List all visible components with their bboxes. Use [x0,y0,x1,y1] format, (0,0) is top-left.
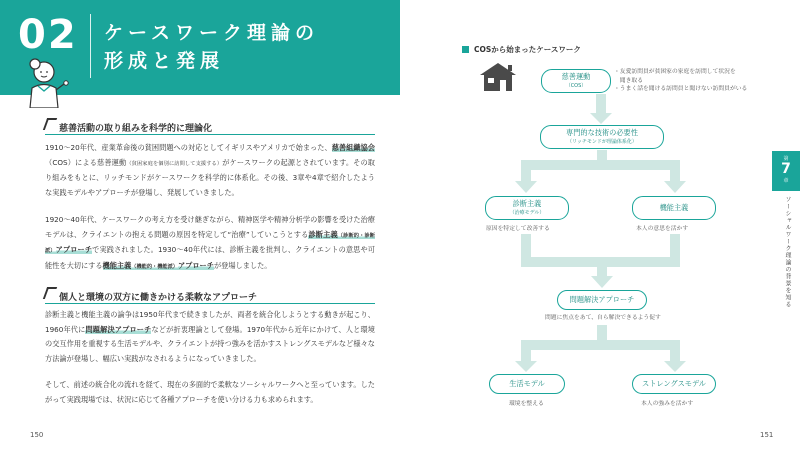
node-mondai-kaiketsu: 問題解決アプローチ [557,290,647,310]
page-number-right: 151 [760,431,774,439]
note-mondai: 問題に焦点をあて、自ら解決できるよう促す [545,315,661,321]
node-senmon-gijutsu: 専門的な技術の必要性 （リッチモンドが理論体系化） [540,125,664,149]
body-paragraph-3: 診断主義と機能主義の論争は1950年代まで続きましたが、両者を統合化しようとする動きが起こり、1960年代に問題解決アプローチなどが折衷理論として登場。1970年代から近年にかけて、人と環境の交互作用を重視する生活モデルや、クライエントが持つ強みを活かすストレングスモデルなど様々な方法論が登場し、幅広い実践がなされるようになっていきました。 [45,310,375,363]
page-title-line-2: 形成と発展 [104,50,225,72]
chapter-running-title: ソーシャルワーク理論の背景を知る [784,196,791,308]
page-title-line-1: ケースワーク理論の [104,22,320,44]
node-strength-model: ストレングスモデル [632,374,716,394]
chapter-tab: 第 7 章 [772,151,800,191]
note-strength: 本人の強みを活かす [641,401,694,407]
note-seikatsu: 環境を整える [509,401,544,407]
keyword-highlight: アプローチ [177,260,214,270]
page-number-left: 150 [30,431,44,439]
keyword-highlight: 機能主義 [102,260,132,270]
chapter-tab-number: 7 [781,161,791,177]
chapter-number: 02 [18,12,78,58]
section-heading-text: 慈善活動の取り組みを科学的に理論化 [59,124,213,134]
note-kino: 本人の意思を活かす [636,226,689,232]
keyword-highlight: 問題解決アプローチ [85,324,152,334]
node-jizen-undo: 慈善運動 （COS） [541,69,611,93]
note-shindan: 原因を特定して改善する [486,226,550,232]
section-heading-text: 個人と環境の双方に働きかける柔軟なアプローチ [59,293,258,303]
keyword-highlight: アプローチ [55,245,93,255]
diagram-title: COSから始まったケースワーク [462,44,581,55]
note-jizen: ・友愛訪問員が貧困家の家庭を訪問して状況を 聞き取る ・うまく話を聞ける訪問員と聞けない訪問員がいる [614,69,748,92]
node-kino-shugi: 機能主義 [632,196,716,220]
body-paragraph-1: 1910～20年代、産業革命後の貧困問題への対応としてイギリスやアメリカで始まった、慈善組織協会（COS）による慈善運動（貧困家庭を個別に訪問して支援する）がケースワークの起源とされています。その取り組みをもとに、リッチモンドがケースワークを科学的に体系化。その後、3章や4章で紹介したような実践モデルやアプローチが登場し、発展していきました。 [45,143,375,197]
keyword-highlight: 慈善組織協会 [331,143,375,152]
node-shindan-shugi: 診断主義 （治療モデル） [485,196,569,220]
body-paragraph-4: そして、前述の統合化の流れを経て、現在の多面的で柔軟なソーシャルワークへと至っています。したがって実践現場では、状況に応じて各種アプローチを使い分ける力も求められます。 [45,380,375,404]
node-seikatsu-model: 生活モデル [489,374,565,394]
body-paragraph-2: 1920～40年代、ケースワークの考え方を受け継ぎながら、精神医学や精神分析学の影響を受けた治療モデルは、クライエントの抱える問題の原因を特定して“治療”していこうとする診断主義（診断的・診断派）アプローチで実践されました。1930～40年代には、診断主義を批判し、クライエントの意思や可能性を大切にする機能主義（機能的・機能派）アプローチが登場しました。 [45,215,375,270]
keyword-highlight: 診断主義 [308,229,338,239]
